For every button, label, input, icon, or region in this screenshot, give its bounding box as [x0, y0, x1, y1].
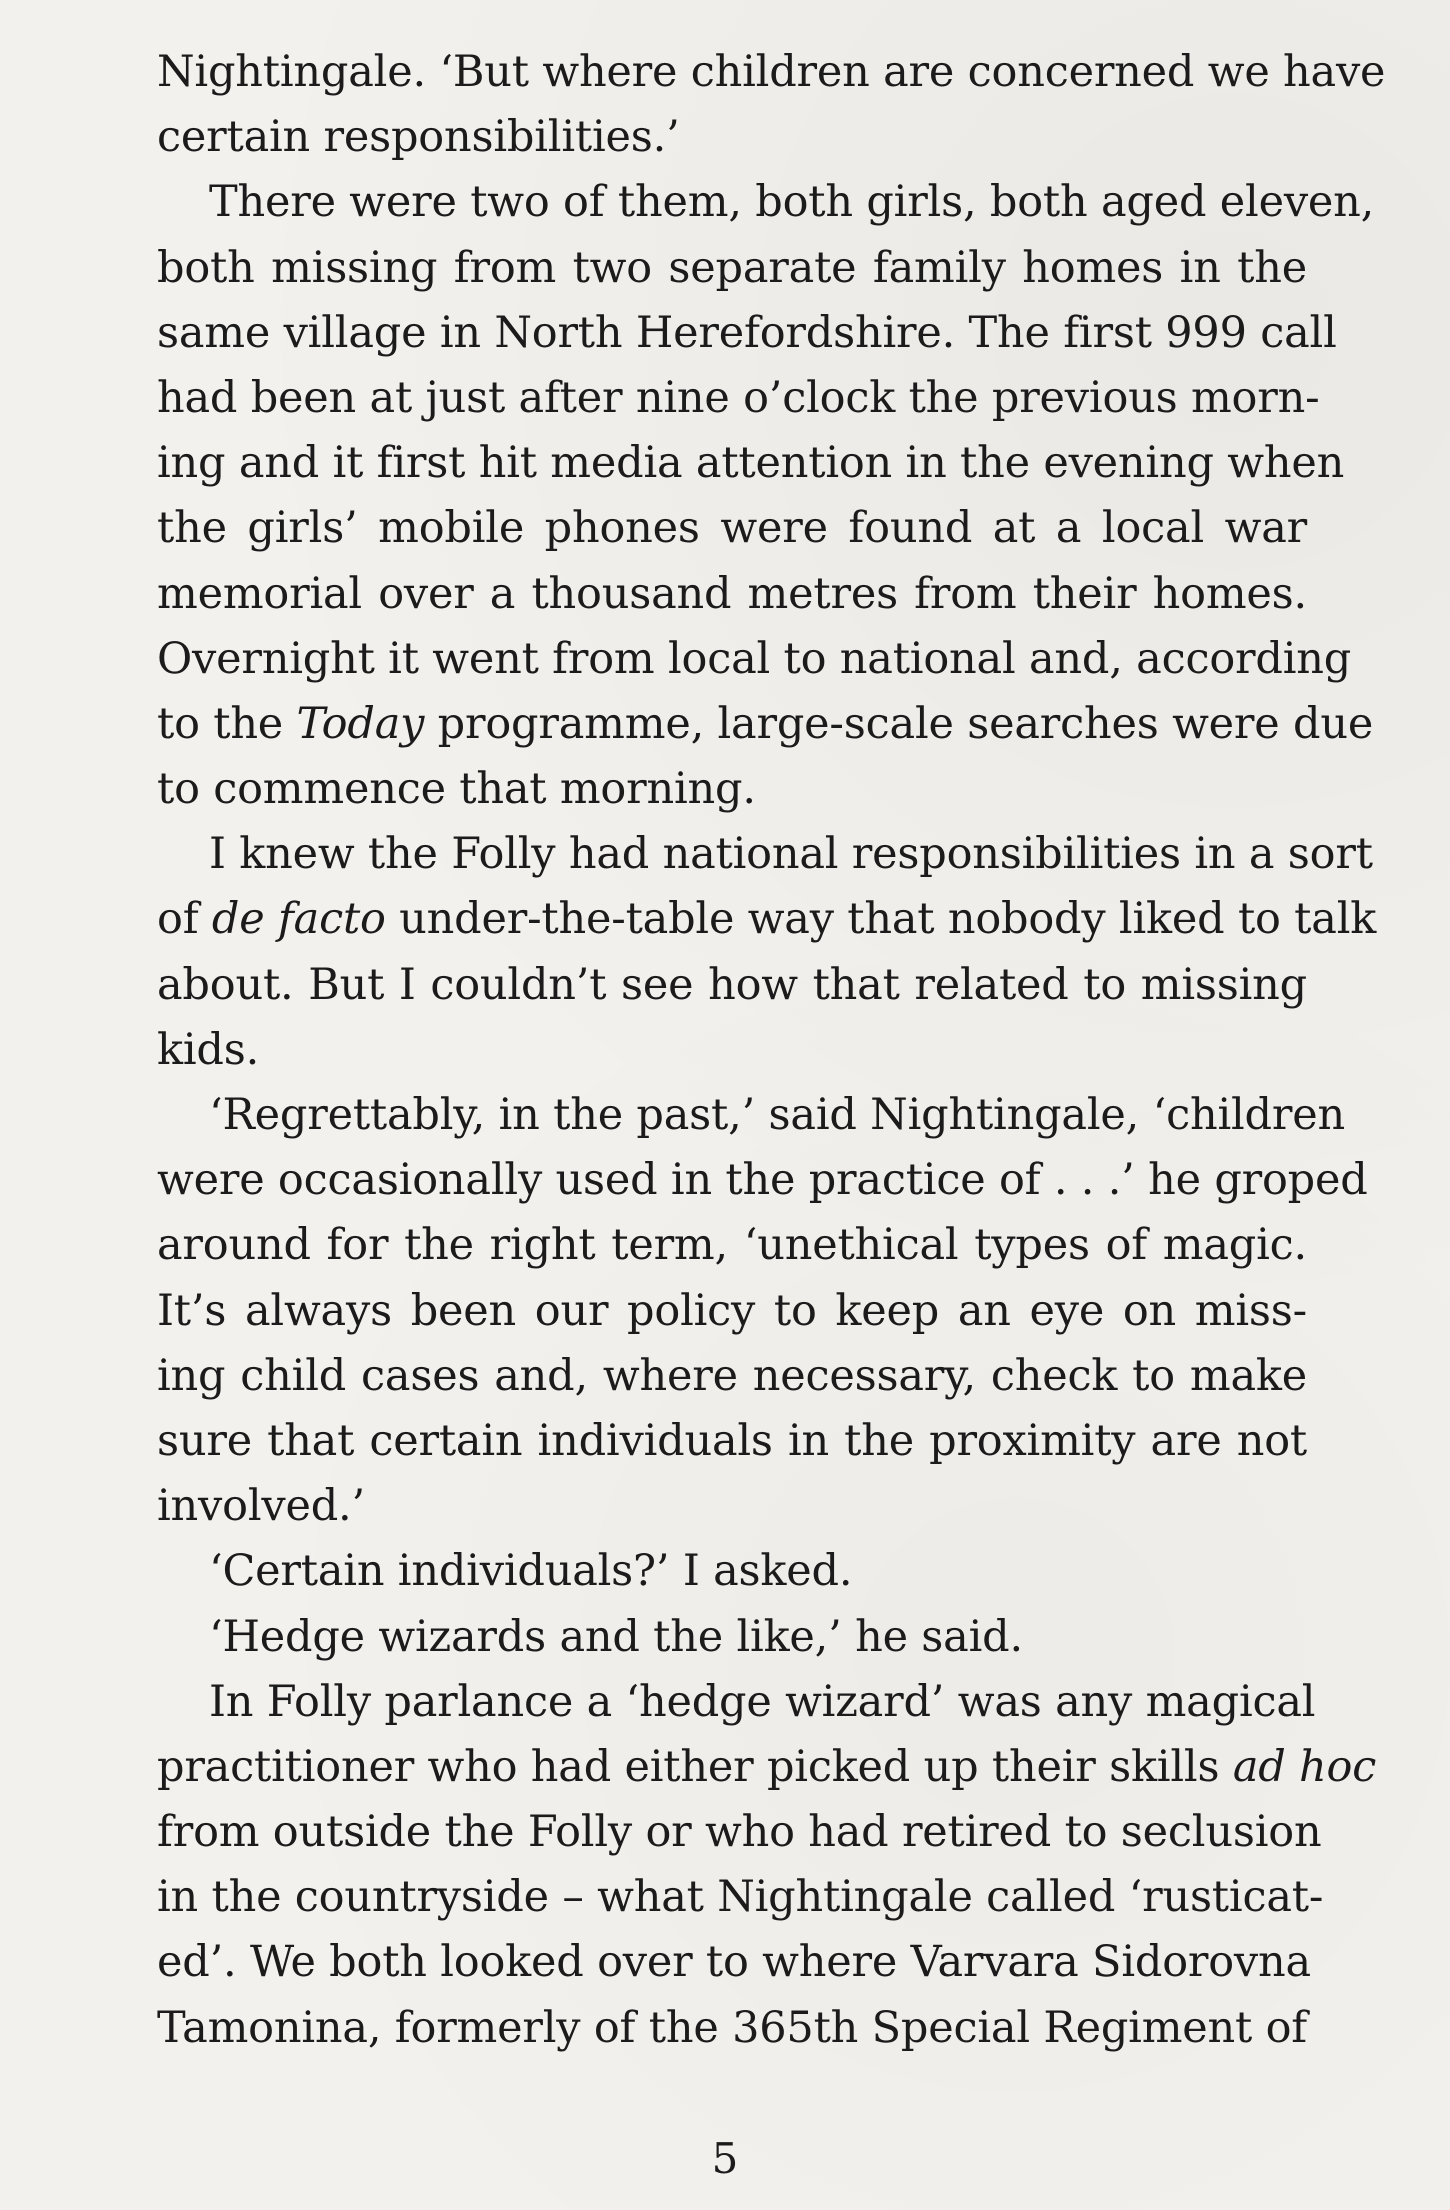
text-line: kids.	[157, 1024, 260, 1075]
text-line: same village in North Herefordshire. The first 999 call	[157, 307, 1337, 358]
text-line: ‘Certain individuals?’ I asked.	[209, 1546, 853, 1597]
italic-phrase: de facto	[211, 894, 386, 945]
text-line: about. But I couldn’t see how that related to missing	[157, 959, 1307, 1010]
text-line: to commence that morning.	[157, 764, 756, 815]
body-text	[157, 40, 1386, 2061]
italic-phrase: ad hoc	[1232, 1741, 1377, 1792]
text-line: certain responsibilities.’	[157, 112, 680, 163]
text-line: both missing from two separate family homes in the	[157, 242, 1307, 293]
text-line: around for the right term, ‘unethical types of magic.	[157, 1220, 1307, 1271]
text-line	[157, 1735, 1377, 1800]
italic-programme-title: Today	[296, 698, 425, 749]
text-line: ‘Hedge wizards and the like,’ he said.	[209, 1611, 1023, 1662]
text-line: I knew the Folly had national responsibilities in a sort	[209, 829, 1373, 880]
text-segment: practitioner who had either picked up their skills	[157, 1741, 1233, 1792]
page-number: 5	[711, 2134, 739, 2183]
text-line: In Folly parlance a ‘hedge wizard’ was any magical	[209, 1676, 1316, 1727]
text-line: sure that certain individuals in the proximity are not	[157, 1415, 1307, 1466]
text-line: involved.’	[157, 1481, 365, 1532]
text-line: the girls’ mobile phones were found at a local war	[157, 503, 1307, 554]
text-line: Nightingale. ‘But where children are concerned we have	[157, 47, 1386, 97]
text-line: Tamonina, formerly of the 365th Special Regiment of	[157, 2002, 1307, 2053]
text-line: from outside the Folly or who had retired to seclusion	[157, 1807, 1322, 1858]
text-line: ‘Regrettably, in the past,’ said Nightingale, ‘children	[209, 1090, 1345, 1140]
text-segment: under-the-table way that nobody liked to talk	[385, 894, 1377, 945]
text-line: ing child cases and, where necessary, check to make	[157, 1350, 1307, 1401]
text-segment: to the	[157, 698, 297, 749]
text-segment: of	[157, 894, 212, 945]
text-line: were occasionally used in the practice of . . .’ he groped	[157, 1155, 1368, 1206]
text-line: memorial over a thousand metres from their homes.	[157, 568, 1307, 619]
text-line	[157, 887, 1377, 952]
text-line: There were two of them, both girls, both aged eleven,	[209, 177, 1375, 228]
text-line: ing and it first hit media attention in the evening when	[157, 438, 1345, 489]
text-segment: programme, large-scale searches were due	[424, 698, 1374, 749]
text-line: had been at just after nine o’clock the previous morn-	[157, 372, 1320, 423]
text-line: in the countryside – what Nightingale called ‘rusticat-	[157, 1872, 1324, 1923]
text-line: ed’. We both looked over to where Varvara Sidorovna	[157, 1937, 1311, 1988]
text-line: It’s always been our policy to keep an eye on miss-	[157, 1285, 1307, 1336]
text-line	[157, 692, 1374, 757]
text-line: Overnight it went from local to national and, according	[157, 633, 1352, 684]
